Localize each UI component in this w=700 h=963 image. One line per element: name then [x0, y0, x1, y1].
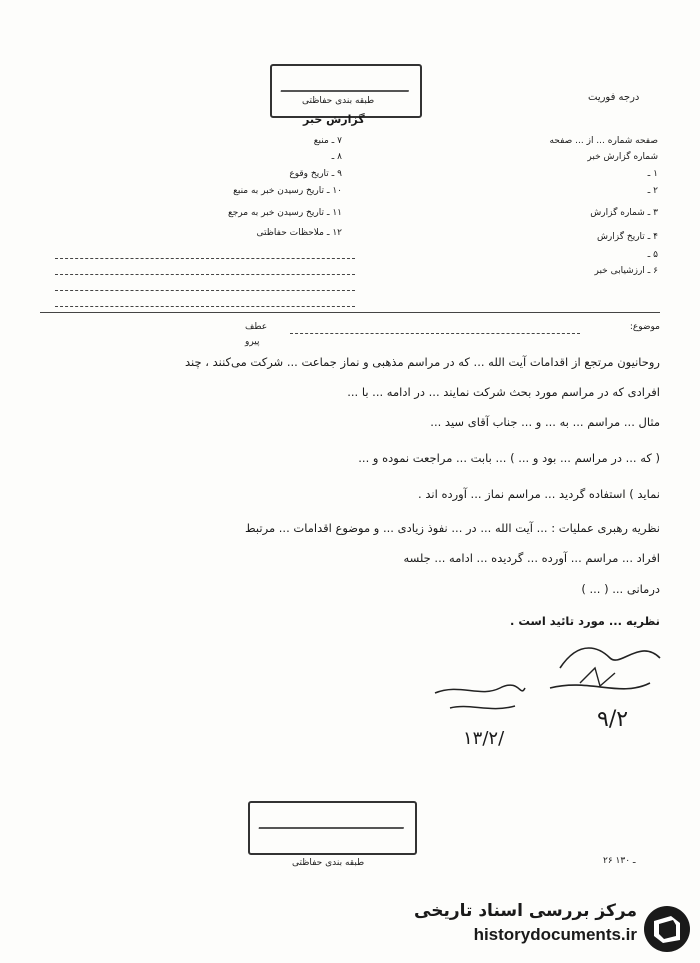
signature-right	[540, 628, 670, 708]
body-line-3: مثال ... مراسم ... به ... و ... جناب آقای سید ...	[430, 415, 660, 429]
body-line-6: نظریه رهبری عملیات : ... آیت الله ... در ... نفوذ زیادی ... و موضوع اقدامات ... مرتبط	[245, 521, 660, 535]
field-1: ۱ ـ	[647, 169, 658, 179]
field-sheet-number: صفحه شماره ... از ... صفحه	[549, 136, 658, 146]
field-3: ۳ ـ شماره گزارش	[590, 208, 658, 218]
body-line-7: افراد ... مراسم ... آورده ... گردیده ... ادامه ... جلسه	[403, 551, 660, 565]
field-8: ۸ ـ	[331, 152, 342, 162]
body-line-5: نماید ) استفاده گردید ... مراسم نماز ... آورده اند .	[418, 487, 660, 501]
archive-logo-icon	[641, 903, 693, 955]
body-line-4: ( که ... در مراسم ... بود و ... ) ... بابت ... مراجعت نموده و ...	[358, 451, 660, 465]
document-title: گزارش خبر	[303, 113, 365, 126]
top-stamp	[270, 64, 422, 118]
field-12: ۱۲ ـ ملاحظات حفاظتی	[256, 228, 342, 238]
field-4: ۴ ـ تاریخ گزارش	[596, 232, 658, 242]
bottom-stamp	[248, 801, 417, 855]
side-label-2: پیرو	[245, 337, 260, 347]
body-line-9: نظریه ... مورد تائید است .	[509, 614, 660, 628]
date-left: ۱۳/۲/	[463, 728, 505, 749]
body-line-8: درمانی ... ( ... )	[581, 582, 660, 596]
body-line-1: روحانیون مرتجع از اقدامات آیت الله ... که در مراسم مذهبی و نماز جماعت ... شرکت می‌کنند ، چند	[184, 355, 660, 369]
date-right: ۹/۲	[597, 707, 629, 732]
classification-label: درجه فوریت	[588, 92, 640, 103]
body-line-2: افرادی که در مراسم مورد بحث شرکت نمایند ... در ادامه ... با ...	[347, 385, 660, 399]
field-10: ۱۰ ـ تاریخ رسیدن خبر به منبع	[233, 186, 342, 196]
archive-logo	[402, 897, 697, 959]
field-2: ۲ ـ	[647, 186, 658, 196]
form-number: ۲۶ ـ ۱۳۰	[603, 856, 636, 866]
field-11: ۱۱ ـ تاریخ رسیدن خبر به مرجع	[227, 208, 342, 218]
top-stamp-text: طبقه بندی حفاظتی	[302, 96, 375, 106]
field-5: ۵ ـ	[647, 250, 658, 260]
bottom-stamp-text: طبقه بندی حفاظتی	[292, 858, 365, 868]
side-label-1: عطف	[245, 322, 268, 332]
field-9: ۹ ـ تاریخ وقوع	[289, 169, 342, 179]
field-7: ۷ ـ منبع	[313, 136, 342, 146]
field-report-number: شماره گزارش خبر	[587, 152, 658, 162]
archive-name: مرکز بررسی اسناد تاریخی	[414, 901, 637, 921]
archive-url: historydocuments.ir	[473, 925, 637, 944]
subject-label: موضوع:	[629, 322, 660, 332]
field-6: ۶ ـ ارزشیابی خبر	[594, 266, 658, 276]
signature-left	[430, 668, 530, 718]
